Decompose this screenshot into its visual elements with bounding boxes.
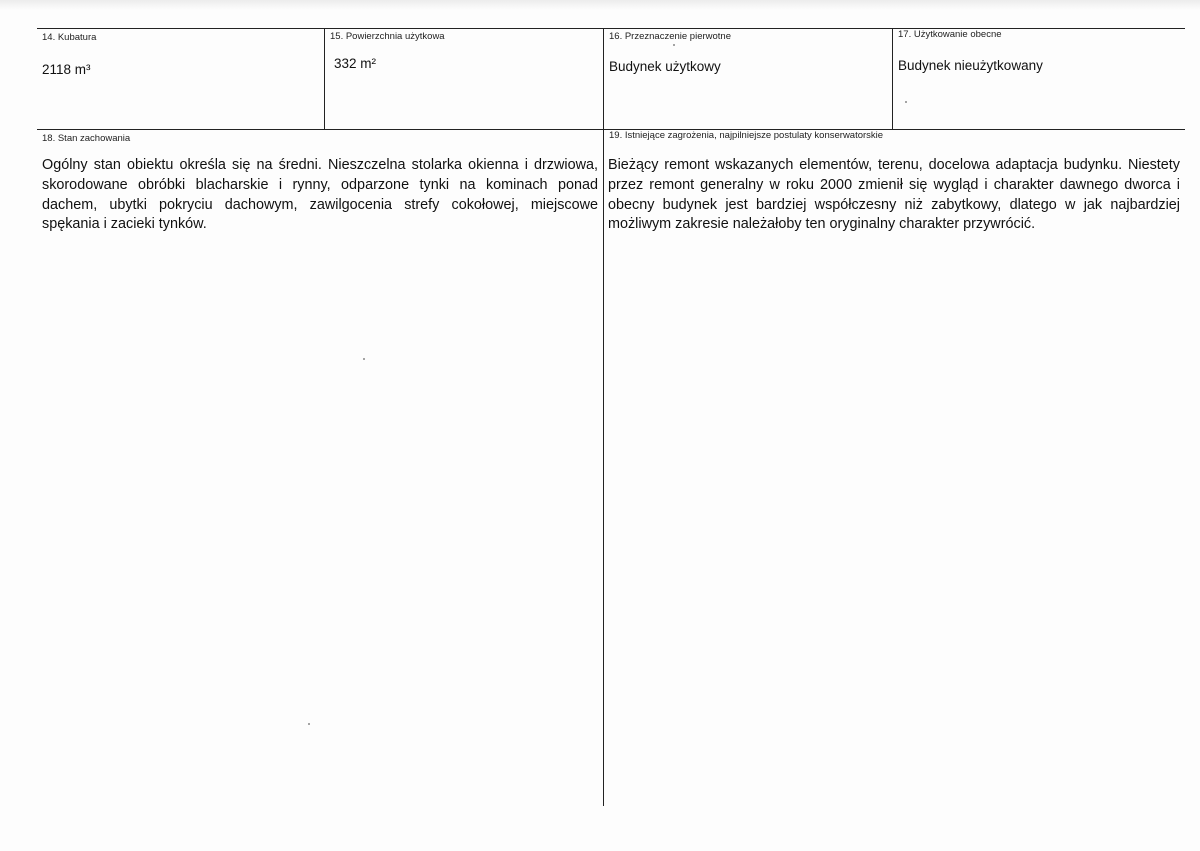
scan-speck <box>905 101 907 103</box>
field-value-kubatura: 2118 m³ <box>42 62 91 77</box>
condition-text: Ogólny stan obiektu określa się na średni. Nieszczelna stolarka okienna i drzwiowa, skorodowane obróbki blacharskie i rynny, odparzone tynki na kominach ponad dachem, ubytki pokryciu dachowym, zawilgocenia strefy cokołowej, miejscowe spękania i zacieki tynków. <box>42 157 598 233</box>
column-divider-1 <box>324 28 325 129</box>
threats-text: Bieżący remont wskazanych elementów, terenu, docelowa adaptacja budynku. Niestety przez remont generalny w roku 2000 zmienił się wygląd i charakter dawnego dworca i obecny budynek jest bardziej współczesny niż zabytkowy, dlatego w jak najbardziej możliwym zakresie należałoby ten oryginalny charakter przywrócić. <box>608 157 1180 233</box>
field-label-kubatura: 14. Kubatura <box>42 32 97 43</box>
table-top-border <box>37 28 1185 29</box>
condition-label: 18. Stan zachowania <box>42 133 131 144</box>
field-label-uzytkowanie: 17. Użytkowanie obecne <box>898 29 1002 40</box>
field-value-uzytkowanie: Budynek nieużytkowany <box>898 58 1043 73</box>
column-divider-3 <box>892 28 893 129</box>
threats-label: 19. Istniejące zagrożenia, najpilniejsze postulaty konserwatorskie <box>609 130 884 141</box>
field-value-powierzchnia: 332 m² <box>334 56 377 71</box>
scan-speck <box>308 723 310 725</box>
scan-speck <box>673 44 675 46</box>
field-value-przeznaczenie: Budynek użytkowy <box>609 59 721 74</box>
field-label-powierzchnia: 15. Powierzchnia użytkowa <box>330 31 445 42</box>
column-divider-2 <box>603 28 604 806</box>
scan-speck <box>363 358 365 360</box>
field-label-przeznaczenie: 16. Przeznaczenie pierwotne <box>609 31 731 42</box>
scan-edge <box>0 0 1200 10</box>
